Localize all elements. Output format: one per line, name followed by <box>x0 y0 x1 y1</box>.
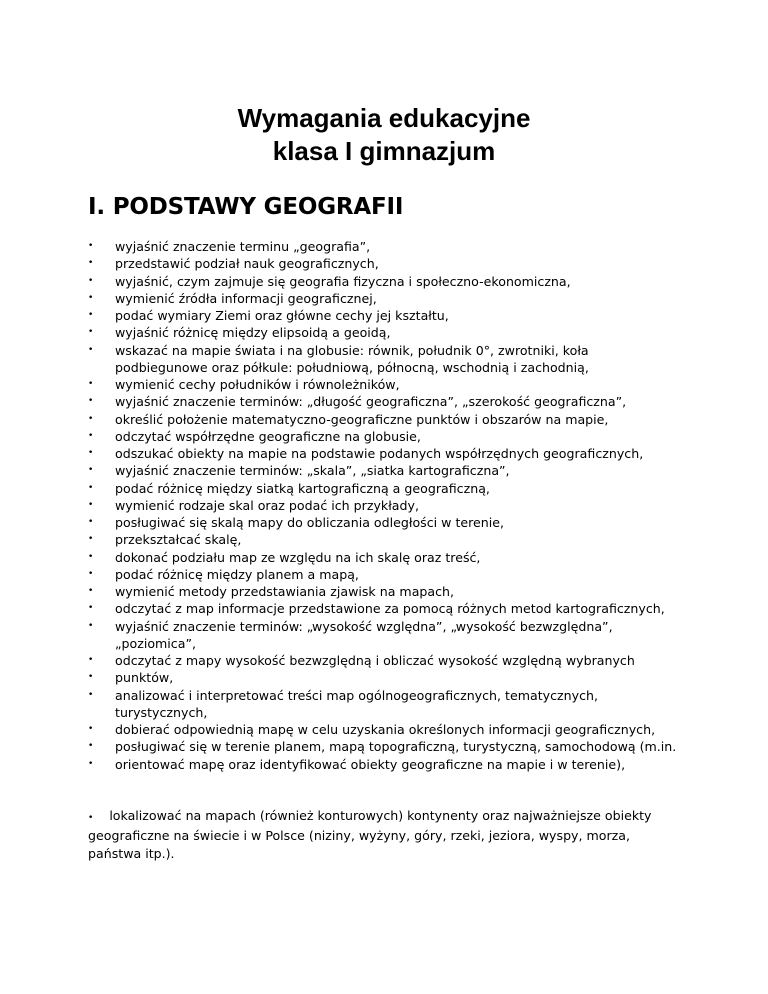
list-item-text: odczytać z mapy wysokość bezwzględną i obliczać wysokość względną wybranych <box>115 653 635 668</box>
bullet-icon: • <box>88 275 94 286</box>
list-item <box>88 290 688 307</box>
list-item-text: wyjaśnić znaczenie terminu „geografia”, <box>115 239 371 254</box>
bullet-icon: • <box>88 568 94 579</box>
list-item-text: podbiegunowe oraz półkule: południową, północną, wschodnią i zachodnią, <box>115 359 589 375</box>
bullet-icon: • <box>88 603 94 614</box>
list-item <box>88 756 688 773</box>
list-item-text: posługiwać się w terenie planem, mapą topograficzną, turystyczną, samochodową (m.in. <box>115 739 677 755</box>
bullet-icon: • <box>88 448 94 458</box>
list-item <box>88 462 688 479</box>
requirements-list <box>88 238 688 773</box>
bullet-icon: • <box>88 741 94 752</box>
list-item-text: punktów, <box>115 670 174 686</box>
list-item <box>88 531 688 548</box>
list-item <box>88 238 688 255</box>
list-item-text: odczytać współrzędne geograficzne na globusie, <box>115 428 421 444</box>
list-item <box>88 307 688 324</box>
bullet-icon: • <box>88 258 94 269</box>
list-item <box>88 514 688 531</box>
bullet-icon: • <box>88 344 94 355</box>
list-item-text: dokonać podziału map ze względu na ich skalę oraz treść, <box>115 549 481 565</box>
list-item-text: wyjaśnić znaczenie terminów: „długość geograficzna”, „szerokość geograficzna”, <box>115 394 627 410</box>
title-line-2: klasa I gimnazjum <box>272 136 496 166</box>
bullet-icon: • <box>88 327 94 338</box>
list-item <box>88 618 688 653</box>
bullet-icon: • <box>88 655 94 665</box>
list-item <box>88 255 688 272</box>
list-item-text: wyjaśnić znaczenie terminów: „wysokość względna”, „wysokość bezwzględna”, <box>115 618 613 634</box>
bullet-icon: • <box>88 724 94 734</box>
list-item <box>88 721 688 738</box>
list-item-text: podać różnicę między planem a mapą, <box>115 566 359 582</box>
bullet-icon: • <box>88 241 94 251</box>
bullet-icon: • <box>88 379 94 389</box>
list-item-text: podać różnicę między siatką kartograficzną a geograficzną, <box>115 480 490 496</box>
list-item-text: posługiwać się skalą mapy do obliczania odległości w terenie, <box>115 515 505 530</box>
list-item <box>88 428 688 445</box>
list-item-text: wymienić rodzaje skal oraz podać ich przykłady, <box>115 497 419 513</box>
bullet-icon: • <box>88 396 94 407</box>
final-item-line-3: państwa itp.). <box>88 845 175 861</box>
bullet-icon: • <box>88 465 94 476</box>
bullet-icon: • <box>88 672 94 683</box>
list-item-text: „poziomica”, <box>115 635 196 651</box>
list-item-text: orientować mapę oraz identyfikować obiekty geograficzne na mapie i w terenie), <box>115 756 626 772</box>
final-item-line-1: lokalizować na mapach (również konturowych) kontynenty oraz najważniejsze obiekty <box>109 808 652 823</box>
bullet-icon: • <box>88 758 94 769</box>
list-item <box>88 583 688 600</box>
bullet-icon: • <box>88 310 94 320</box>
list-item-text: wymienić cechy południków i równoleżników, <box>115 377 400 392</box>
bullet-icon: • <box>88 586 94 596</box>
list-item <box>88 687 688 722</box>
list-item-text: przedstawić podział nauk geograficznych, <box>115 256 379 272</box>
list-item-text: wymienić źródła informacji geograficznej, <box>115 290 377 306</box>
list-item <box>88 393 688 410</box>
list-item-text: odszukać obiekty na mapie na podstawie podanych współrzędnych geograficznych, <box>115 446 644 461</box>
list-item-text: dobierać odpowiednią mapę w celu uzyskania określonych informacji geograficznych, <box>115 722 656 737</box>
document-title <box>0 102 768 168</box>
list-item <box>88 669 688 686</box>
list-item <box>88 480 688 497</box>
list-item-text: odczytać z map informacje przedstawione za pomocą różnych metod kartograficznych, <box>115 601 665 617</box>
list-item-text: analizować i interpretować treści map ogólnogeograficznych, tematycznych, <box>115 687 598 703</box>
list-item-text: wyjaśnić, czym zajmuje się geografia fizyczna i społeczno-ekonomiczna, <box>115 273 571 289</box>
bullet-icon: • <box>88 689 94 700</box>
list-item <box>88 273 688 290</box>
bullet-icon: • <box>88 292 94 303</box>
list-item-text: określić położenie matematyczno-geograficzne punktów i obszarów na mapie, <box>115 411 609 427</box>
list-item <box>88 445 688 462</box>
list-item-text: wyjaśnić różnicę między elipsoidą a geoidą, <box>115 325 391 341</box>
list-item <box>88 549 688 566</box>
list-item <box>88 342 688 377</box>
bullet-icon: • <box>88 534 94 545</box>
bullet-icon: • <box>88 813 94 823</box>
list-item <box>88 497 688 514</box>
bullet-icon: • <box>88 517 94 527</box>
bullet-icon: • <box>88 413 94 424</box>
list-item-text: wymienić metody przedstawiania zjawisk na mapach, <box>115 584 455 599</box>
section-heading: I. PODSTAWY GEOGRAFII <box>88 194 404 220</box>
title-line-1: Wymagania edukacyjne <box>237 103 531 133</box>
bullet-icon: • <box>88 482 94 493</box>
final-requirement <box>88 807 688 862</box>
final-item-line-2: geograficzne na świecie i w Polsce (niziny, wyżyny, góry, rzeki, jeziora, wyspy, morza, <box>88 828 630 844</box>
bullet-icon: • <box>88 430 94 441</box>
list-item <box>88 600 688 617</box>
list-item-text: przekształcać skalę, <box>115 532 242 548</box>
bullet-icon: • <box>88 499 94 510</box>
list-item <box>88 566 688 583</box>
bullet-icon: • <box>88 551 94 562</box>
list-item <box>88 738 688 755</box>
bullet-icon: • <box>88 620 94 631</box>
list-item <box>88 411 688 428</box>
list-item-text: podać wymiary Ziemi oraz główne cechy jej kształtu, <box>115 308 449 323</box>
list-item <box>88 376 688 393</box>
list-item-text: turystycznych, <box>115 704 208 720</box>
list-item <box>88 324 688 341</box>
list-item-text: wskazać na mapie świata i na globusie: równik, południk 0°, zwrotniki, koła <box>115 342 589 358</box>
list-item-text: wyjaśnić znaczenie terminów: „skala”, „siatka kartograficzna”, <box>115 463 510 479</box>
list-item <box>88 652 688 669</box>
